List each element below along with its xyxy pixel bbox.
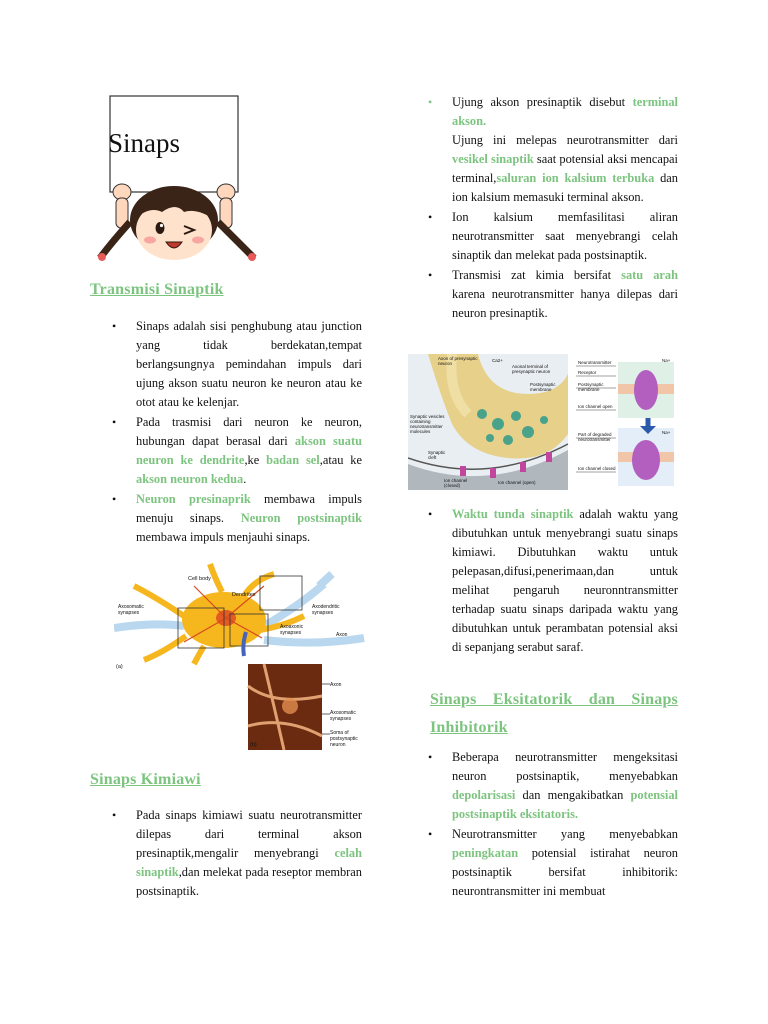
bullet-item — [428, 505, 678, 657]
bullet-text: membawa impuls menuju sinaps. — [136, 492, 362, 525]
highlight-term: celah sinaptik — [136, 846, 362, 879]
fig1-label-a: (a) — [116, 664, 123, 670]
fig1-label-b: (b) — [250, 742, 257, 748]
heading-transmisi-sinaptik: Transmisi Sinaptik — [90, 281, 224, 298]
bullet-item — [428, 93, 678, 207]
bullet-dot: • — [428, 95, 433, 109]
fig2-label-na: Na+ — [662, 358, 671, 363]
highlight-term: saluran ion kalsium terbuka — [496, 171, 655, 185]
highlight-term: satu arah — [621, 268, 678, 282]
kimiawi-bullets — [112, 806, 362, 902]
fig2-label-cleft: Synaptic cleft — [428, 450, 446, 460]
transmisi-bullets — [112, 317, 362, 548]
bullet-text: membawa impuls menjauhi sinaps. — [136, 530, 311, 544]
bullet-item — [112, 806, 362, 901]
fig2-label-vesicles: Synaptic vesicles containing neurotransmitter molecules — [410, 414, 445, 434]
fig1-label-soma: Soma of postsynaptic neuron — [330, 730, 358, 748]
highlight-term: potensial postsinaptik eksitatoris. — [452, 788, 678, 821]
fig1-label-axoaxonic: Axoaxonic synapses — [280, 624, 304, 636]
bullet-text: Ujung ini melepas neurotransmitter dari — [452, 133, 678, 147]
fig1-label-axon: Axon — [336, 632, 348, 638]
highlight-term: badan sel — [266, 453, 320, 467]
bullet-dot: • — [112, 492, 117, 506]
fig2-label-ion-closed: Ion channel (closed) — [444, 478, 468, 488]
bullet-item — [428, 825, 678, 901]
highlight-term: akson suatu neuron ke dendrite — [136, 434, 362, 467]
bullet-text: Beberapa neurotransmitter mengeksitasi neuron postsinaptik, menyebabkan — [452, 750, 678, 783]
fig1-label-axon2: Axon — [330, 682, 342, 688]
fig2-label-axon-pre: Axon of presynaptic neuron — [438, 356, 478, 366]
bullet-text: ,atau ke — [319, 453, 362, 467]
bullet-text: karena neurotransmitter hanya dilepas dari neuron presinaptik. — [452, 287, 678, 320]
waktu-tunda-bullets — [428, 505, 678, 658]
bullet-dot: • — [428, 268, 433, 282]
bullet-text: saat potensial aksi mencapai terminal, — [452, 152, 678, 185]
bullet-text: adalah waktu yang dibutuhkan untuk menyebrangi suatu sinaps kimiawi. Dibutuhkan waktu untuk pelepasan,difusi,penerimaan,dan untuk melihat pengaruh neuronntransmitter terhadap suatu sinaps daripada waktu yang dibutuhkan untuk perambatan potensial aksi di sepanjang serabut saraf. — [452, 507, 678, 654]
highlight-term: Neuron presinaprik — [136, 492, 251, 506]
sign-illustration — [92, 92, 262, 262]
bullet-item — [112, 317, 362, 412]
fig2-label-terminal: Axonal terminal of presynaptic neuron — [512, 364, 551, 374]
sign-title: Sinaps — [108, 128, 181, 158]
bullet-text: Ujung akson presinaptik disebut — [452, 95, 633, 109]
chemical-synapse-figure — [408, 354, 678, 490]
highlight-term: depolarisasi — [452, 788, 516, 802]
bullet-text: Neurotransmitter yang menyebabkan — [452, 827, 678, 841]
heading-sinaps-kimiawi: Sinaps Kimiawi — [90, 771, 201, 788]
fig1-label-dendrites: Dendrites — [232, 592, 256, 598]
bullet-text: Pada trasmisi dari neuron ke neuron, hubungan dapat berasal dari — [136, 415, 362, 448]
fig2-label-na2: Na+ — [662, 430, 671, 435]
fig2-label-post-membrane: Postsynaptic membrane — [530, 382, 556, 392]
bullet-text: potensial istirahat neuron postsinaptik bersifat inhibitorik: neurontransmitter ini membuat — [452, 846, 678, 898]
fig2-label-ion-open: Ion channel (open) — [498, 480, 536, 485]
highlight-term: terminal akson. — [452, 95, 678, 128]
bullet-item — [112, 413, 362, 489]
bullet-dot: • — [112, 808, 117, 822]
bullet-text: Pada sinaps kimiawi suatu neurotransmitter dilepas dari terminal akson presinaptik,mengalir menyebrangi — [136, 808, 362, 860]
bullet-text: ,ke — [244, 453, 267, 467]
bullet-dot: • — [428, 827, 433, 841]
bullet-item — [428, 208, 678, 265]
fig2-label-ca: Ca2+ — [492, 358, 503, 363]
bullet-text: Transmisi zat kimia bersifat — [452, 268, 622, 282]
highlight-term: Neuron postsinaptik — [240, 511, 362, 525]
bullet-text: Sinaps adalah sisi penghubung atau junction yang tidak berdekatan,tempat berlangsungnya pemindahan impuls dari ujung akson suatu neuron ke neuron atau ke otot atau ke kelenjar. — [136, 319, 362, 409]
heading-sinaps-eksitatorik: Sinaps Eksitatorik dan Sinaps Inhibitorik — [430, 691, 678, 736]
bullet-dot: • — [428, 507, 433, 521]
bullet-text: Ion kalsium memfasilitasi aliran neurotransmitter saat menyebrangi celah sinaptik dan melekat pada postsinaptik. — [452, 210, 678, 262]
bullet-text: . — [243, 472, 247, 486]
eksitatorik-bullets — [428, 748, 678, 902]
fig2-label-degraded: Part of degraded neurotransmitter — [578, 432, 612, 442]
fig1-label-axodendritic: Axodendritic synapses — [312, 604, 340, 616]
fig2-label-neurotransmitter: Neurotransmitter — [578, 360, 612, 365]
bullet-text: dan ion kalsium memasuki terminal akson. — [452, 171, 678, 204]
fig2-label-ion-closed2: Ion channel closed — [578, 466, 616, 471]
fig2-label-ion-open2: Ion channel open — [578, 404, 613, 409]
bullet-text: ,dan melekat pada reseptor membran postsinaptik. — [136, 865, 362, 898]
fig2-label-post-membrane2: Postsynaptic membrane — [578, 382, 604, 392]
bullet-dot: • — [428, 750, 433, 764]
highlight-term: vesikel sinaptik — [452, 152, 534, 166]
fig1-label-cell-body: Cell body — [188, 576, 211, 582]
fig1-label-axosomatic2: Axosomatic synapses — [330, 710, 356, 722]
bullet-item — [112, 490, 362, 547]
bullet-text: dan mengakibatkan — [515, 788, 631, 802]
bullet-dot: • — [428, 210, 433, 224]
highlight-term: peningkatan — [452, 846, 519, 860]
bullet-item — [428, 266, 678, 323]
neuron-synapse-figure — [114, 556, 372, 754]
bullet-dot: • — [112, 415, 117, 429]
highlight-term: akson neuron kedua — [136, 472, 244, 486]
bullet-dot: • — [112, 319, 117, 333]
fig1-label-axosomatic: Axosomatic synapses — [118, 604, 144, 616]
akson-bullets — [428, 93, 678, 324]
highlight-term: Waktu tunda sinaptik — [452, 507, 574, 521]
fig2-label-receptor: Receptor — [578, 370, 597, 375]
bullet-item — [428, 748, 678, 824]
